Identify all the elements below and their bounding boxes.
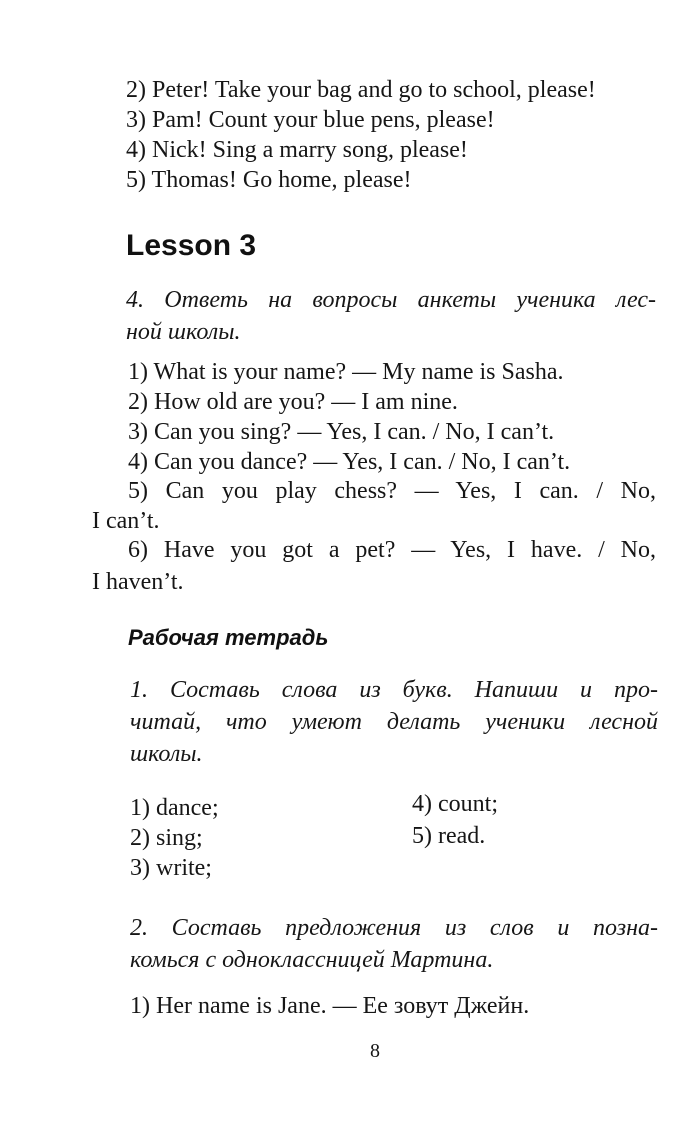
task4-answer-6-line2: I haven’t. — [92, 569, 184, 595]
task4-answer-5-line2: I can’t. — [92, 508, 160, 534]
prev-item-3: 3) Pam! Count your blue pens, please! — [126, 107, 495, 133]
task4-instruction-line1: 4. Ответь на вопросы анкеты ученика лес- — [126, 287, 656, 313]
page-number: 8 — [370, 1040, 380, 1062]
task4-answer-1: 1) What is your name? — My name is Sasha. — [128, 359, 564, 385]
task4-answer-3: 3) Can you sing? — Yes, I can. / No, I can’t. — [128, 419, 555, 445]
task4-answer-4: 4) Can you dance? — Yes, I can. / No, I can’t. — [128, 449, 571, 475]
wb1-word-1: 1) dance; — [130, 795, 219, 821]
wb1-instruction-line2: читай, что умеют делать ученики лесной — [130, 709, 658, 735]
task4-instruction-line2: ной школы. — [126, 319, 241, 345]
wb1-word-5: 5) read. — [412, 823, 486, 849]
wb1-word-2: 2) sing; — [130, 825, 203, 851]
wb1-instruction-line1: 1. Составь слова из букв. Напиши и про- — [130, 677, 658, 703]
wb1-instruction-line3: школы. — [130, 741, 203, 767]
wb2-instruction-line2: комься с одноклассницей Мартина. — [130, 947, 494, 973]
task4-answer-2: 2) How old are you? — I am nine. — [128, 389, 458, 415]
prev-item-2: 2) Peter! Take your bag and go to school, please! — [126, 77, 596, 103]
wb2-instruction-line1: 2. Составь предложения из слов и позна- — [130, 915, 658, 941]
wb2-answer-1: 1) Her name is Jane. — Ее зовут Джейн. — [130, 993, 530, 1019]
wb1-word-3: 3) write; — [130, 855, 212, 881]
task4-answer-6-line1: 6) Have you got a pet? — Yes, I have. / No, — [128, 537, 656, 563]
lesson-title: Lesson 3 — [126, 229, 257, 262]
wb1-word-4: 4) count; — [412, 791, 498, 817]
prev-item-4: 4) Nick! Sing a marry song, please! — [126, 137, 468, 163]
task4-answer-5-line1: 5) Can you play chess? — Yes, I can. / No, — [128, 478, 656, 504]
workbook-title: Рабочая тетрадь — [128, 625, 329, 650]
prev-item-5: 5) Thomas! Go home, please! — [126, 167, 412, 193]
